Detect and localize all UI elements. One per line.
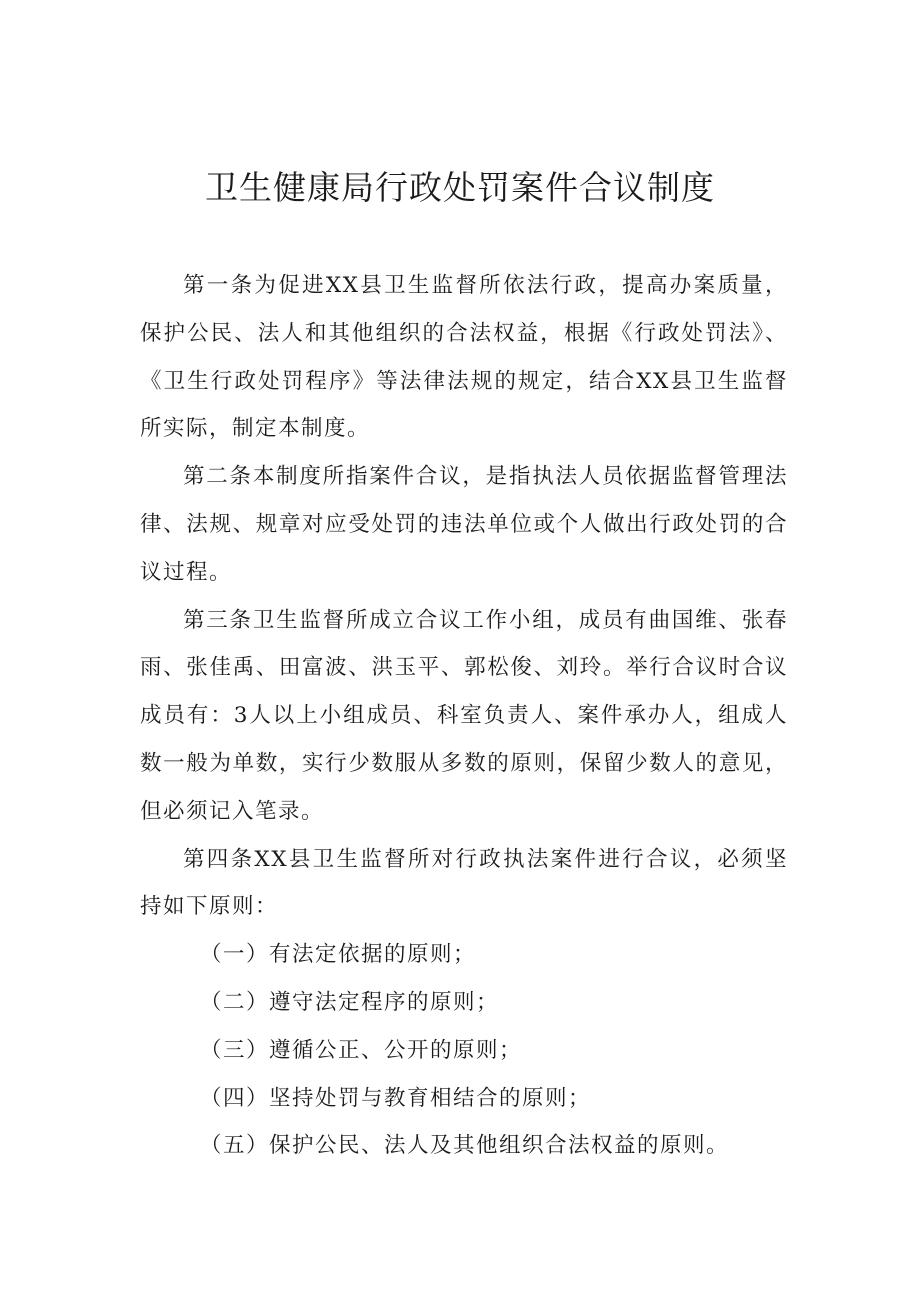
principle-1: （一）有法定依据的原则； <box>200 942 477 968</box>
article-3: 第三条卫生监督所成立合议工作小组，成员有曲国维、张春雨、张佳禹、田富波、洪玉平、郭松俊、刘玲。举行合议时合议成员有：3人以上小组成员、科室负责人、案件承办人，组成人数一般为单数，实行少数服从多数的原则，保留少数人的意见，但必须记入笔录。 <box>140 607 788 824</box>
article-2: 第二条本制度所指案件合议，是指执法人员依据监督管理法律、法规、规章对应受处罚的违法单位或个人做出行政处罚的合议过程。 <box>140 464 788 585</box>
document-body <box>140 262 788 1170</box>
principle-5: （五）保护公民、法人及其他组织合法权益的原则。 <box>200 1133 730 1159</box>
article-1: 第一条为促进XX县卫生监督所依法行政，提高办案质量，保护公民、法人和其他组织的合法权益，根据《行政处罚法》、《卫生行政处罚程序》等法律法规的规定，结合XX县卫生监督所实际，制定本制度。 <box>140 273 788 442</box>
principle-2: （二）遵守法定程序的原则； <box>200 989 500 1015</box>
principle-4: （四）坚持处罚与教育相结合的原则； <box>200 1085 592 1111</box>
principle-3: （三）遵循公正、公开的原则； <box>200 1037 523 1063</box>
article-4: 第四条XX县卫生监督所对行政执法案件进行合议，必须坚持如下原则： <box>140 846 788 920</box>
document-title: 卫生健康局行政处罚案件合议制度 <box>205 168 715 207</box>
